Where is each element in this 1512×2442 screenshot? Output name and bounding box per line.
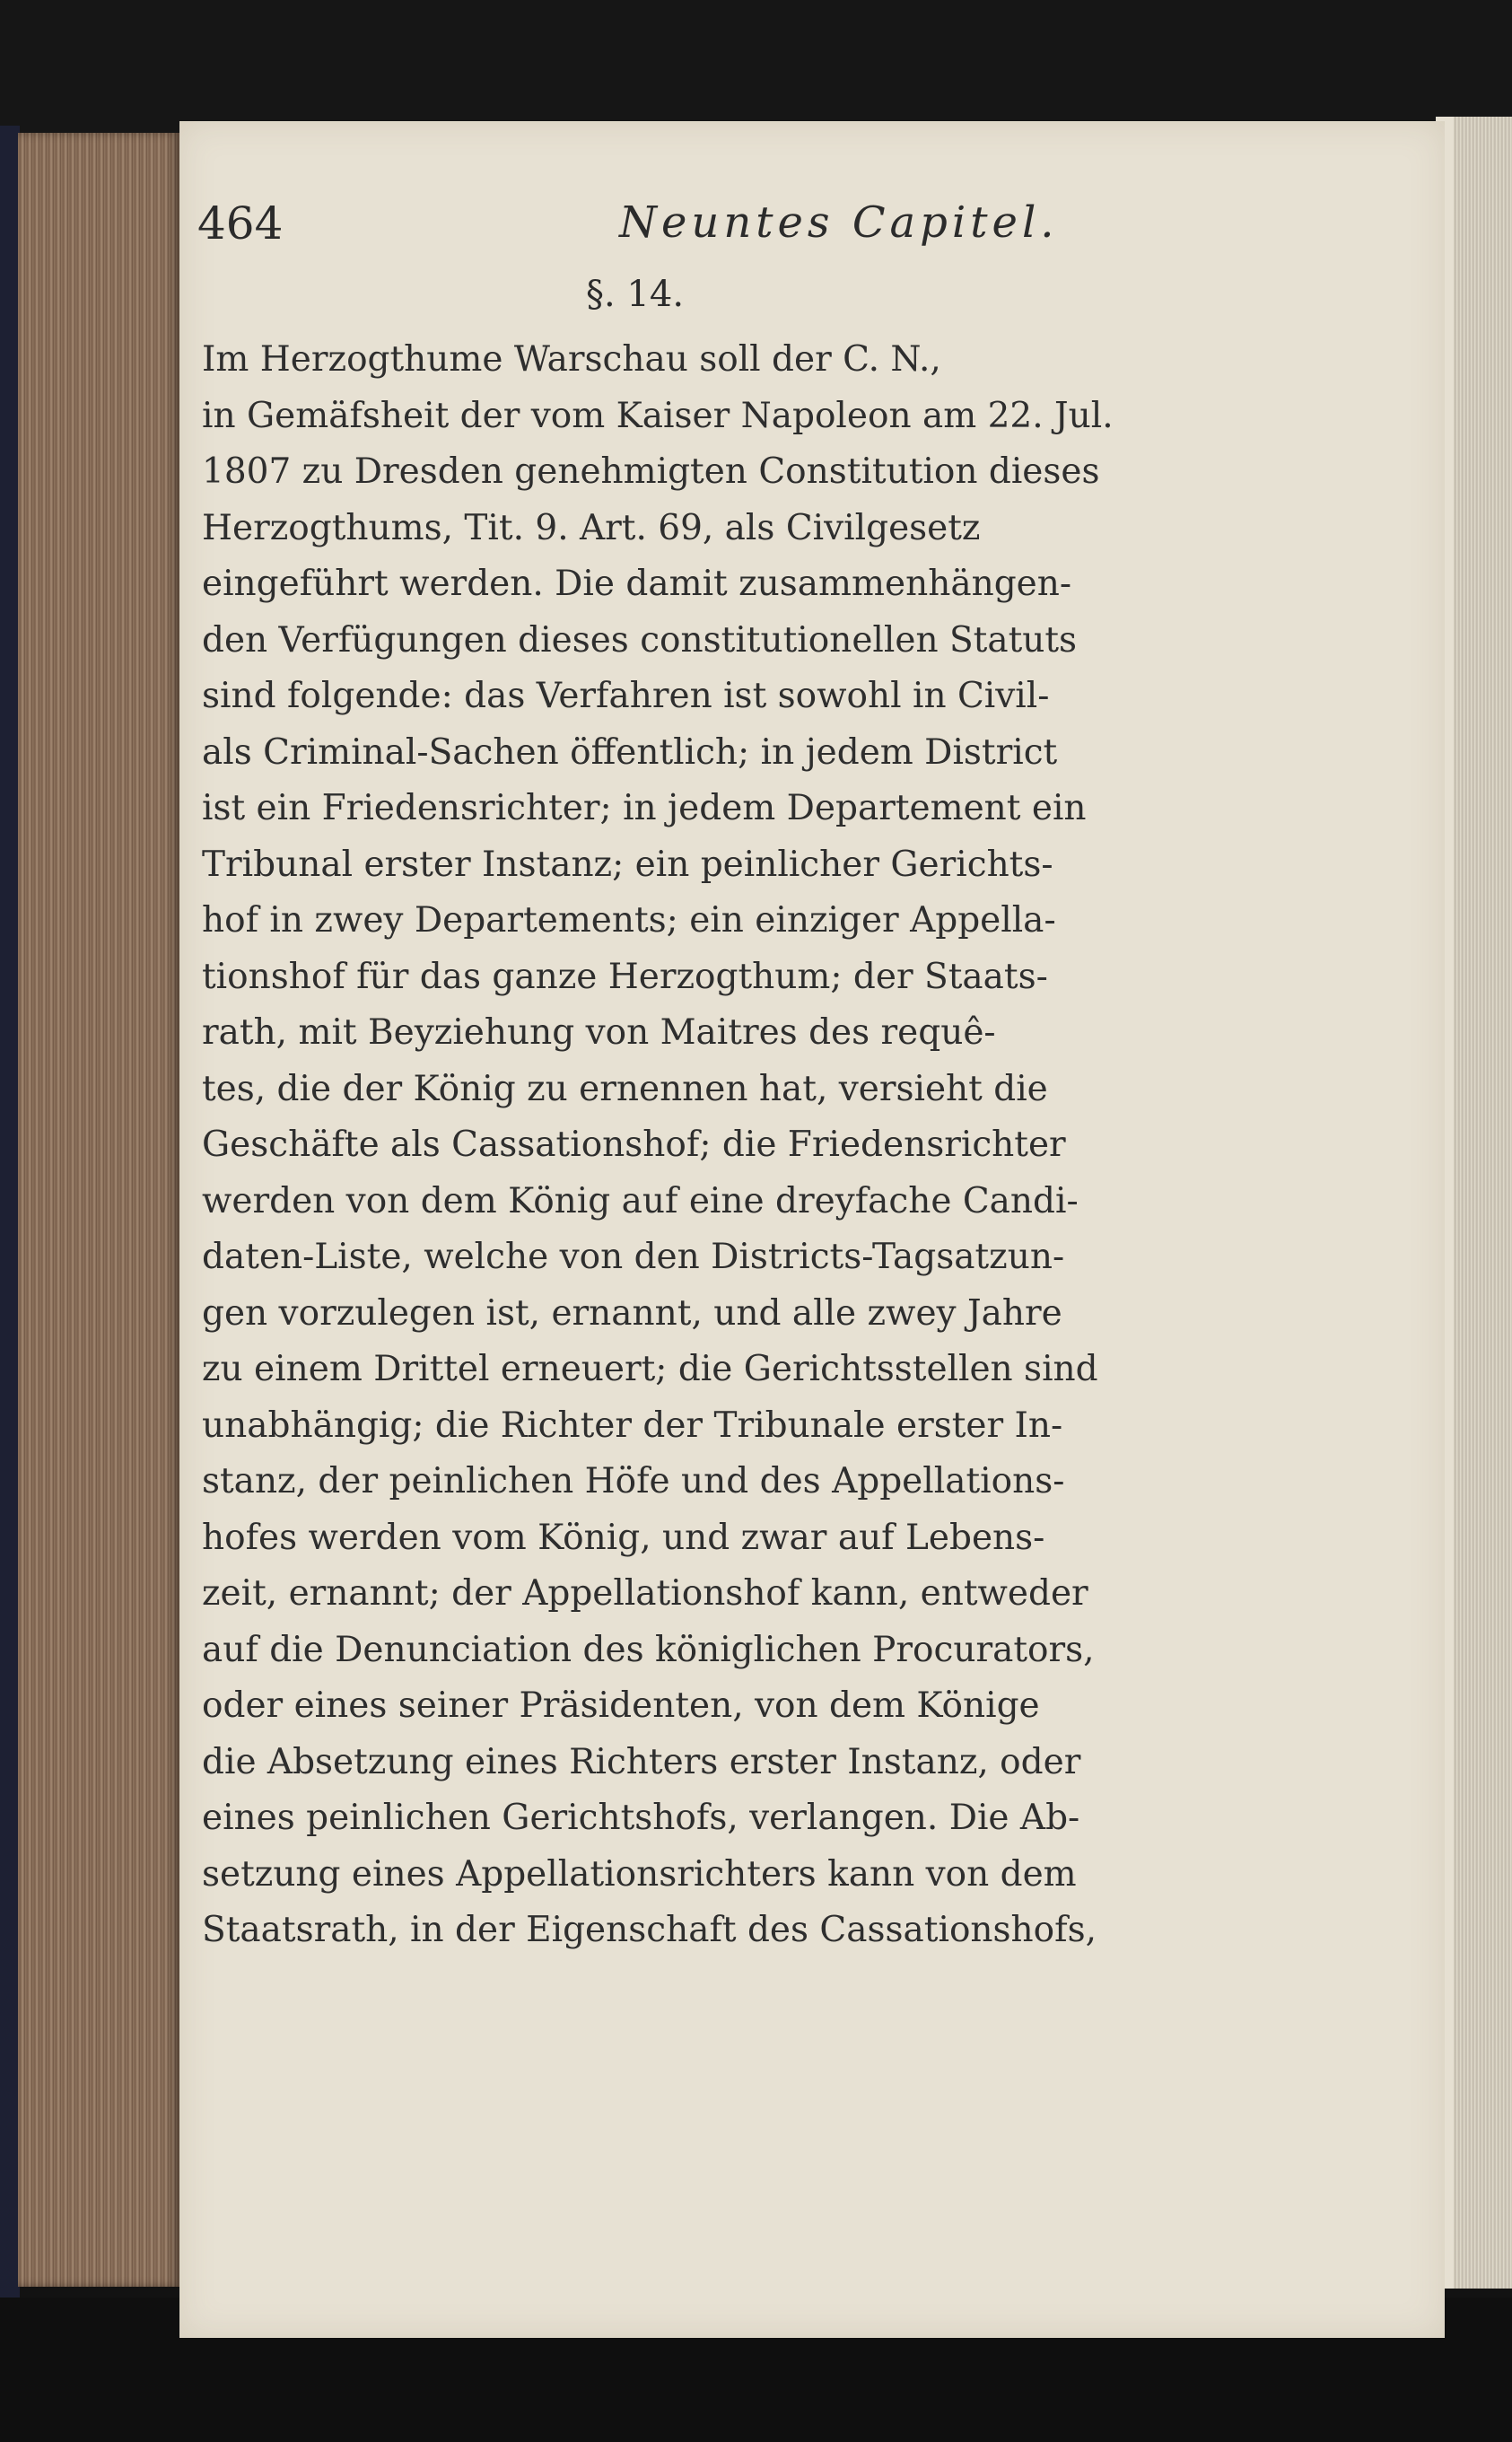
page-header	[197, 197, 1211, 269]
text-line: ist ein Friedensrichter; in jedem Departement ein	[202, 788, 1087, 828]
book-spine	[0, 126, 20, 2306]
text-line: die Absetzung eines Richters erster Instanz, oder	[202, 1741, 1081, 1782]
text-line: daten-Liste, welche von den Districts-Tagsatzun-	[202, 1237, 1065, 1277]
text-line: eingeführt werden. Die damit zusammenhängen-	[202, 564, 1072, 604]
text-line: werden von dem König auf eine dreyfache Candi-	[202, 1180, 1079, 1221]
running-head: Neuntes Capitel.	[619, 197, 1059, 248]
section-heading: §. 14.	[586, 274, 685, 315]
facing-page-stack	[1454, 117, 1512, 2289]
text-line: als Criminal-Sachen öffentlich; in jedem District	[202, 731, 1058, 773]
text-line: den Verfügungen dieses constitutionellen Statuts	[202, 619, 1078, 661]
text-line: zeit, ernannt; der Appellationshof kann, entweder	[202, 1573, 1088, 1614]
text-line: rath, mit Beyziehung von Maitres des requê-	[202, 1012, 996, 1053]
page-edges	[18, 133, 179, 2287]
text-line: zu einem Drittel erneuert; die Gerichtsstellen sind	[202, 1349, 1098, 1389]
text-line: setzung eines Appellationsrichters kann von dem	[202, 1853, 1077, 1895]
text-line: Staatsrath, in der Eigenschaft des Cassationshofs,	[202, 1910, 1097, 1950]
text-line: eines peinlichen Gerichtshofs, verlangen. Die Ab-	[202, 1798, 1080, 1838]
text-line: hofes werden vom König, und zwar auf Lebens-	[202, 1517, 1045, 1558]
text-line: Herzogthums, Tit. 9. Art. 69, als Civilgesetz	[202, 507, 981, 548]
text-line: in Gemäfsheit der vom Kaiser Napoleon am 22. Jul.	[202, 395, 1114, 436]
text-line: tionshof für das ganze Herzogthum; der Staats-	[202, 956, 1048, 997]
page-number: 464	[197, 197, 284, 249]
text-line: oder eines seiner Präsidenten, von dem Könige	[202, 1685, 1040, 1726]
book-cover-top	[0, 0, 1512, 135]
text-line: auf die Denunciation des königlichen Procurators,	[202, 1629, 1095, 1670]
text-line: stanz, der peinlichen Höfe und des Appellations-	[202, 1461, 1065, 1501]
text-line: Geschäfte als Cassationshof; die Friedensrichter	[202, 1125, 1066, 1165]
text-line: unabhängig; die Richter der Tribunale erster In-	[202, 1405, 1063, 1446]
text-line: gen vorzulegen ist, ernannt, und alle zwey Jahre	[202, 1292, 1062, 1334]
text-line: 1807 zu Dresden genehmigten Constitution dieses	[202, 451, 1100, 492]
body-text	[202, 332, 1324, 1959]
text-line: hof in zwey Departements; ein einziger Appella-	[202, 900, 1056, 941]
text-line: Tribunal erster Instanz; ein peinlicher Gerichts-	[202, 844, 1053, 885]
text-line: Im Herzogthume Warschau soll der C. N.,	[202, 339, 941, 380]
text-line: tes, die der König zu ernennen hat, versieht die	[202, 1068, 1048, 1109]
text-line: sind folgende: das Verfahren ist sowohl in Civil-	[202, 676, 1050, 716]
